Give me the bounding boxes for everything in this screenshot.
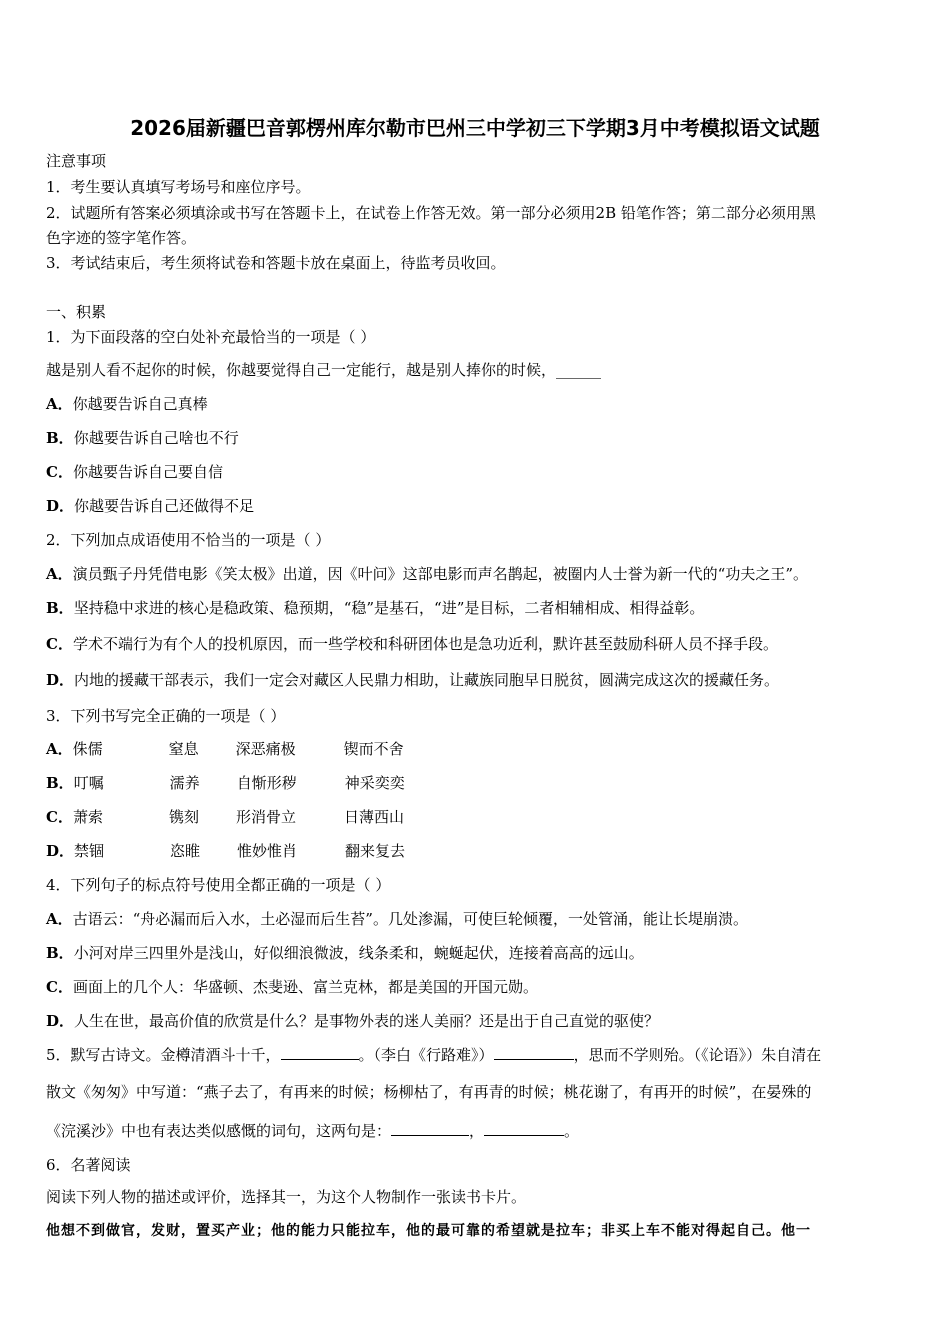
option-label: B．: [46, 429, 74, 447]
answer-blank: [494, 1045, 574, 1060]
option-label: C．: [46, 463, 73, 481]
option-word: 惟妙惟肖: [237, 842, 298, 860]
option-text: 你越要告诉自己要自信: [72, 463, 223, 481]
option-a: [46, 564, 808, 584]
option-b: [46, 943, 644, 963]
answer-blank: [391, 1121, 469, 1136]
option-label: D．: [46, 842, 75, 860]
option-word: 深恶痛极: [235, 740, 296, 758]
option-word: 濡养: [169, 774, 200, 792]
option-a: [46, 739, 404, 759]
section-heading: 一、积累: [46, 303, 107, 321]
option-b: [46, 773, 405, 793]
notice-item: 色字迹的签字笔作答。: [46, 229, 197, 247]
option-d: [46, 670, 779, 690]
option-label: A．: [46, 395, 73, 413]
option-text: 画面上的几个人：华盛顿、杰斐逊、富兰克林，都是美国的开国元勋。: [72, 978, 538, 996]
option-b: [46, 428, 239, 448]
option-label: C．: [46, 635, 73, 653]
option-word: 镌刻: [168, 808, 199, 826]
option-label: B．: [46, 599, 74, 617]
option-label: B．: [46, 944, 74, 962]
question-text: 《浣溪沙》中也有表达类似感慨的词句，这两句是：: [46, 1122, 392, 1140]
question-text: 越是别人看不起你的时候，你越要觉得自己一定能行，越是别人捧你的时候，______: [46, 361, 602, 379]
page-title: 2026届新疆巴音郭楞州库尔勒市巴州三中学初三下学期3月中考模拟语文试题: [130, 116, 820, 140]
question-text: 。（李白《行路难》）: [358, 1046, 494, 1064]
question-stem: 1．为下面段落的空白处补充最恰当的一项是（ ）: [46, 328, 376, 346]
option-c: [46, 634, 778, 654]
option-text: 演员甄子丹凭借电影《笑太极》出道，因《叶问》这部电影而声名鹊起，被圈内人士誉为新一代的“功夫之王”。: [72, 565, 808, 583]
option-d: [46, 496, 254, 516]
option-d: [46, 1011, 659, 1031]
notice-heading: 注意事项: [46, 152, 107, 170]
option-word: 恣睢: [170, 842, 201, 860]
question-stem: 5．默写古诗文。金樽清酒斗十千，: [46, 1046, 281, 1064]
option-word: 自惭形秽: [236, 774, 297, 792]
option-word: 形消骨立: [235, 808, 296, 826]
question-stem: 3．下列书写完全正确的一项是（ ）: [46, 707, 286, 725]
option-text: 内地的援藏干部表示，我们一定会对藏区人民鼎力相助，让藏族同胞早日脱贫，圆满完成这次的援藏任务。: [74, 671, 780, 689]
option-label: B．: [46, 774, 74, 792]
option-label: D．: [46, 1012, 75, 1030]
notice-item: 2．试题所有答案必须填涂或书写在答题卡上，在试卷上作答无效。第一部分必须用2B 铅笔作答；第二部分必须用黑: [46, 204, 816, 222]
option-word: 叮嘱: [73, 774, 104, 792]
option-label: A．: [46, 910, 73, 928]
question-text: ，思而不学则殆。（《论语》）朱自清在: [573, 1046, 822, 1064]
option-label: C．: [46, 808, 73, 826]
option-c: [46, 462, 223, 482]
option-text: 你越要告诉自己还做得不足: [74, 497, 255, 515]
option-label: C．: [46, 978, 73, 996]
question-text: 阅读下列人物的描述或评价，选择其一，为这个人物制作一张读书卡片。: [46, 1188, 527, 1206]
option-text: 你越要告诉自己真棒: [72, 395, 208, 413]
option-text: 古语云：“舟必漏而后入水，土必湿而后生苔”。几处渗漏，可使巨轮倾覆，一处管涌，能让长堤崩溃。: [72, 910, 748, 928]
notice-item: 3．考试结束后，考生须将试卷和答题卡放在桌面上，待监考员收回。: [46, 254, 506, 272]
option-word: 神采奕奕: [344, 774, 405, 792]
option-text: 小河对岸三四里外是浅山，好似细浪微波，线条柔和，蜿蜒起伏，连接着高高的远山。: [73, 944, 644, 962]
option-text: 人生在世，最高价值的欣赏是什么？是事物外表的迷人美丽？还是出于自己直觉的驱使？: [74, 1012, 660, 1030]
option-c: [46, 977, 538, 997]
option-text: 学术不端行为有个人的投机原因，而一些学校和科研团体也是急功近利，默许甚至鼓励科研人员不择手段。: [72, 635, 778, 653]
question-5-line-1: [46, 1045, 821, 1065]
option-text: 坚持稳中求进的核心是稳政策、稳预期，“稳”是基石，“进”是目标，二者相辅相成、相得益彰。: [73, 599, 705, 617]
option-b: [46, 598, 704, 618]
notice-item: 1．考生要认真填写考场号和座位序号。: [46, 178, 311, 196]
option-label: A．: [46, 565, 73, 583]
option-word: 翻来复去: [345, 842, 406, 860]
option-word: 锲而不舍: [343, 740, 404, 758]
option-word: 禁锢: [74, 842, 105, 860]
option-label: A．: [46, 740, 73, 758]
option-a: [46, 909, 748, 929]
option-word: 窒息: [168, 740, 199, 758]
question-stem: 4．下列句子的标点符号使用全都正确的一项是（ ）: [46, 876, 391, 894]
question-5-line-2: 散文《匆匆》中写道：“燕子去了，有再来的时候；杨柳枯了，有再青的时候；桃花谢了，有再开的时候”，在晏殊的: [46, 1083, 812, 1101]
option-word: 萧索: [72, 808, 103, 826]
answer-blank: [484, 1121, 564, 1136]
reading-passage: 他想不到做官，发财，置买产业；他的能力只能拉车，他的最可靠的希望就是拉车；非买上车不能对得起自己。他一: [46, 1223, 811, 1239]
question-text: ，: [469, 1122, 485, 1140]
option-word: 日薄西山: [343, 808, 404, 826]
option-label: D．: [46, 497, 75, 515]
option-c: [46, 807, 404, 827]
answer-blank: [281, 1045, 359, 1060]
question-stem: 6．名著阅读: [46, 1156, 131, 1174]
option-label: D．: [46, 671, 75, 689]
question-text: 。: [564, 1122, 580, 1140]
option-d: [46, 841, 405, 861]
option-a: [46, 394, 208, 414]
option-word: 侏儒: [72, 740, 103, 758]
question-stem: 2．下列加点成语使用不恰当的一项是（ ）: [46, 531, 331, 549]
question-5-line-3: [46, 1121, 579, 1141]
option-text: 你越要告诉自己啥也不行: [73, 429, 239, 447]
